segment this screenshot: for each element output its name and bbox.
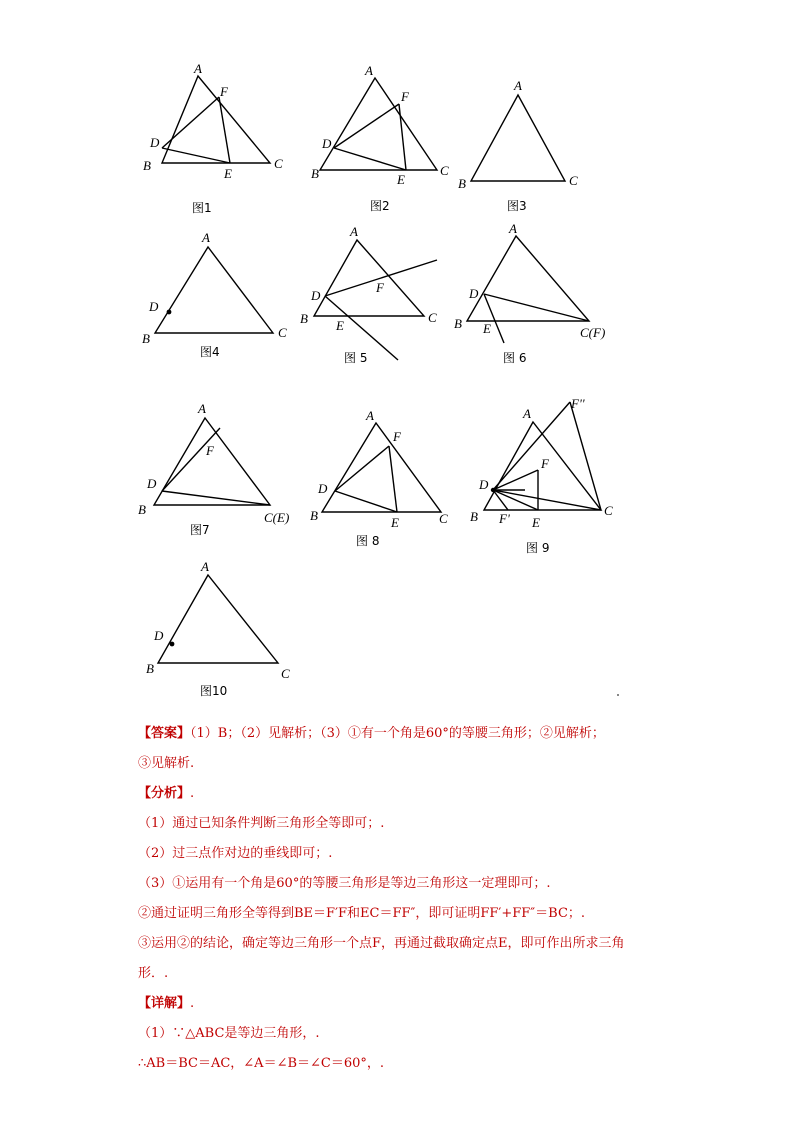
fig5-label-c: C (428, 310, 437, 325)
fig1-caption: 图1 (192, 201, 212, 215)
fig9-label-f2: F'' (571, 396, 585, 411)
fig2-label-a: A (365, 63, 373, 78)
fig1-label-e: E (224, 166, 232, 181)
fig7-caption: 图7 (190, 523, 210, 537)
analysis-line-4: ②通过证明三角形全等得到BE＝F′F和EC＝FF″，即可证明FF′+FF″＝BC；. (138, 906, 586, 921)
fig8-label-a: A (366, 408, 374, 423)
fig6-caption: 图 6 (503, 351, 527, 365)
fig5-label-a: A (350, 224, 358, 239)
detail-line-1: （1）∵△ABC是等边三角形，. (138, 1026, 320, 1041)
analysis-line-2: （2）过三点作对边的垂线即可；. (138, 846, 333, 861)
fig6-label-c: C(F) (580, 325, 606, 340)
fig7-label-c: C(E) (264, 510, 290, 525)
detail-tag: 【详解】 (138, 996, 191, 1011)
fig4-label-b: B (142, 331, 150, 346)
fig10-label-c: C (281, 666, 290, 681)
fig8-label-d: D (318, 481, 328, 496)
fig4-label-d: D (149, 299, 159, 314)
fig8-label-b: B (310, 508, 318, 523)
fig1-label-c: C (274, 156, 283, 171)
fig1-label-d: D (150, 135, 160, 150)
fig3-label-c: C (569, 173, 578, 188)
fig10-caption: 图10 (200, 684, 228, 698)
figure-2 (311, 63, 449, 213)
fig3-caption: 图3 (507, 199, 527, 213)
answer-tag: 【答案】 (138, 726, 191, 741)
analysis-line-3: （3）①运用有一个角是60°的等腰三角形是等边三角形这一定理即可；. (138, 876, 551, 891)
fig5-label-d: D (311, 288, 321, 303)
fig9-label-c: C (604, 503, 613, 518)
fig8-caption: 图 8 (356, 534, 380, 548)
fig6-label-e: E (483, 321, 491, 336)
fig2-label-f: F (401, 89, 409, 104)
analysis-line-5: ③运用②的结论，确定等边三角形一个点F，再通过截取确定点E，即可作出所求三角 (138, 936, 625, 951)
figure-3 (458, 78, 578, 213)
fig10-label-a: A (201, 559, 209, 574)
fig3-label-b: B (458, 176, 466, 191)
fig3-label-a: A (514, 78, 522, 93)
fig8-label-c: C (439, 511, 448, 526)
fig7-label-b: B (138, 502, 146, 517)
fig2-caption: 图2 (370, 199, 390, 213)
fig1-label-b: B (143, 158, 151, 173)
analysis-heading (138, 782, 194, 801)
fig2-label-b: B (311, 166, 319, 181)
fig5-label-e: E (336, 318, 344, 333)
fig4-label-a: A (202, 230, 210, 245)
fig1-label-f: F (220, 84, 228, 99)
fig9-caption: 图 9 (526, 541, 550, 555)
fig7-label-f: F (206, 443, 214, 458)
fig6-label-b: B (454, 316, 462, 331)
figure-4 (142, 230, 287, 359)
fig9-label-a: A (523, 406, 531, 421)
figure-5 (300, 224, 437, 365)
fig2-label-e: E (397, 172, 405, 187)
fig9-label-e: E (532, 515, 540, 530)
fig5-label-b: B (300, 311, 308, 326)
fig9-label-d: D (479, 477, 489, 492)
fig5-caption: 图 5 (344, 351, 368, 365)
analysis-tag: 【分析】 (138, 786, 191, 801)
answer-line (138, 722, 605, 741)
detail-heading (138, 992, 194, 1011)
answer-content: （1）B；（2）见解析；（3）①有一个角是60°的等腰三角形；②见解析； (190, 726, 605, 741)
fig10-label-d: D (154, 628, 164, 643)
fig5-label-f: F (376, 280, 384, 295)
fig8-label-f: F (393, 429, 401, 444)
fig4-caption: 图4 (200, 345, 220, 359)
fig9-label-f1: F' (499, 511, 510, 526)
figure-8 (310, 408, 448, 548)
fig2-label-c: C (440, 163, 449, 178)
detail-heading-dot: . (190, 996, 195, 1011)
fig9-label-f: F (541, 456, 549, 471)
fig2-label-d: D (322, 136, 332, 151)
figure-1 (143, 61, 283, 215)
detail-line-2: ∴AB＝BC＝AC，∠A＝∠B＝∠C＝60°，. (138, 1056, 385, 1071)
fig6-label-d: D (469, 286, 479, 301)
answer-line-2: ③见解析. (138, 756, 195, 771)
figure-10 (146, 559, 290, 698)
fig9-label-b: B (470, 509, 478, 524)
stray-dot (617, 694, 619, 696)
analysis-line-1: （1）通过已知条件判断三角形全等即可；. (138, 816, 385, 831)
analysis-line-6: 形．. (138, 966, 169, 981)
fig7-label-d: D (147, 476, 157, 491)
fig1-label-a: A (194, 61, 202, 76)
fig4-label-c: C (278, 325, 287, 340)
figure-9 (470, 396, 613, 555)
fig10-label-b: B (146, 661, 154, 676)
fig7-label-a: A (198, 401, 206, 416)
fig8-label-e: E (391, 515, 399, 530)
analysis-heading-dot: . (190, 786, 195, 801)
figure-7 (138, 401, 289, 537)
figure-6 (454, 221, 605, 365)
fig6-label-a: A (509, 221, 517, 236)
